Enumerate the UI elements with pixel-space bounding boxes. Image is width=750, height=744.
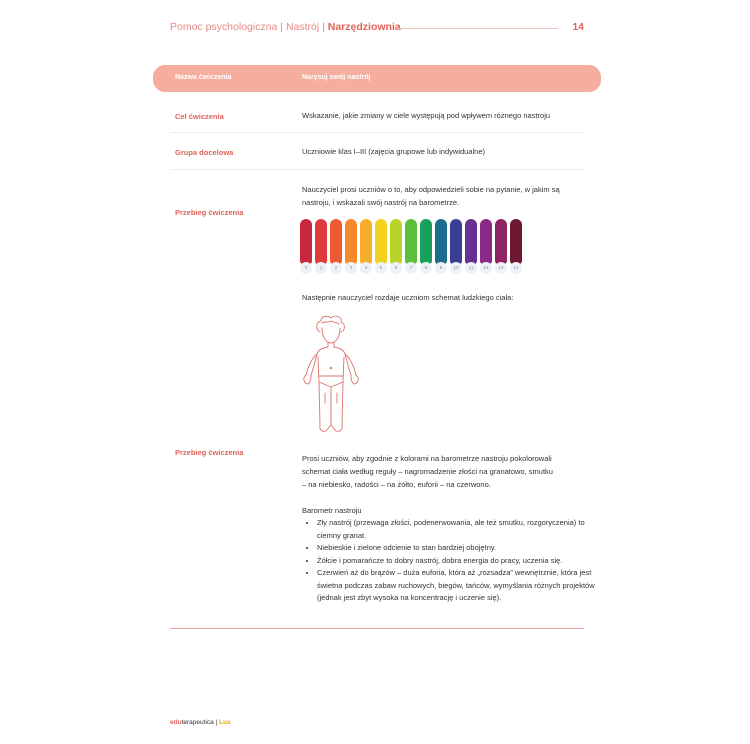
barometer-level-label: 12 [480, 262, 492, 274]
page-number: 14 [572, 21, 584, 33]
barometer-tube [480, 219, 492, 264]
barometer-level-label: 11 [465, 262, 477, 274]
header-divider [396, 28, 558, 29]
list-item: • Zły nastrój (przewaga złości, podenerwowania, ale też smutku, rozgoryczenia) to ciemny granat. [317, 517, 597, 542]
body-outline-figure [298, 313, 362, 435]
list-item: • Niebieskie i zielone odcienie to stan bardziej obojętny. [317, 542, 597, 555]
list-title: Barometr nastroju [302, 506, 362, 515]
body-outline-icon [298, 313, 362, 435]
barometer-level-label: 6 [390, 262, 402, 274]
barometer-tube [405, 219, 417, 264]
barometer-tube [375, 219, 387, 264]
barometer-tube [465, 219, 477, 264]
brand-separator: | [213, 719, 220, 726]
barometer-level-label: 7 [405, 262, 417, 274]
brand-logo [170, 719, 231, 726]
text-line: – na niebiesko, radości – na żółto, euforii – na czerwono. [302, 480, 491, 489]
row-divider [170, 169, 584, 170]
mood-barometer [300, 219, 526, 275]
course-label: Przebieg ćwiczenia [175, 448, 244, 457]
table-header-col2: Narysuj swój nastrój [302, 74, 371, 81]
barometer-level-label: 14 [510, 262, 522, 274]
barometer-tube [510, 219, 522, 264]
barometer-tube [315, 219, 327, 264]
barometer-level-label: 5 [375, 262, 387, 274]
course-paragraph-1 [302, 183, 560, 209]
row-divider [170, 132, 584, 133]
barometer-level-label: 9 [435, 262, 447, 274]
footer-divider [170, 628, 584, 629]
barometer-tube [420, 219, 432, 264]
barometer-tube [345, 219, 357, 264]
brand-part: Lux [219, 719, 231, 726]
brand-part: edu [170, 719, 182, 726]
course-label: Przebieg ćwiczenia [175, 208, 244, 217]
barometer-tube [390, 219, 402, 264]
barometer-level-label: 1 [315, 262, 327, 274]
barometer-level-label: 10 [450, 262, 462, 274]
barometer-tube [450, 219, 462, 264]
barometer-tube [360, 219, 372, 264]
breadcrumb [170, 21, 401, 33]
text-line: nastroju, i wskazali swój nastrój na barometrze. [302, 198, 460, 207]
breadcrumb-current: Narzędziownia [327, 21, 401, 33]
text-line: schemat ciała według reguły – nagromadzenie złości na granatowo, smutku [302, 467, 553, 476]
mood-barometer-list [302, 517, 597, 605]
text-line: Nauczyciel prosi uczniów o to, aby odpowiedzieli sobie na pytanie, w jakim są [302, 185, 560, 194]
group-text: Uczniowie klas I–III (zajęcia grupowe lub indywidualne) [302, 147, 486, 156]
barometer-level-label: 4 [360, 262, 372, 274]
text-line: Prosi uczniów, aby zgodnie z kolorami na barometrze nastroju pokolorowali [302, 454, 552, 463]
barometer-tube [495, 219, 507, 264]
brand-part: terapeutica [181, 719, 214, 726]
course-paragraph-3 [302, 452, 553, 491]
barometer-level-label: 0 [300, 262, 312, 274]
course-paragraph-2: Następnie nauczyciel rozdaje uczniom schemat ludzkiego ciała: [302, 293, 514, 302]
table-header-col1: Nazwa ćwiczenia [175, 74, 232, 81]
group-label: Grupa docelowa [175, 148, 234, 157]
barometer-level-label: 8 [420, 262, 432, 274]
breadcrumb-path: Pomoc psychologiczna | Nastrój | [170, 21, 328, 33]
list-item: • Żółcie i pomarańcze to dobry nastrój, dobra energia do pracy, uczenia się. [317, 555, 597, 568]
barometer-level-label: 2 [330, 262, 342, 274]
barometer-level-label: 13 [495, 262, 507, 274]
barometer-tube [435, 219, 447, 264]
barometer-tube [330, 219, 342, 264]
barometer-tube [300, 219, 312, 264]
table-header [153, 65, 601, 92]
goal-text: Wskazanie, jakie zmiany w ciele występują pod wpływem różnego nastroju [302, 111, 551, 120]
goal-label: Cel ćwiczenia [175, 112, 224, 121]
list-item: • Czerwień aż do brązów – duża euforia, która aż „rozsadza” wewnętrznie, która jest świetna podczas zabaw ruchowych, biegów, tańców, wymyślania różnych projektów (jednak jest zbyt wysoka na koncentrację i uczenie się). [317, 567, 597, 605]
page-header [170, 21, 584, 35]
barometer-level-label: 3 [345, 262, 357, 274]
